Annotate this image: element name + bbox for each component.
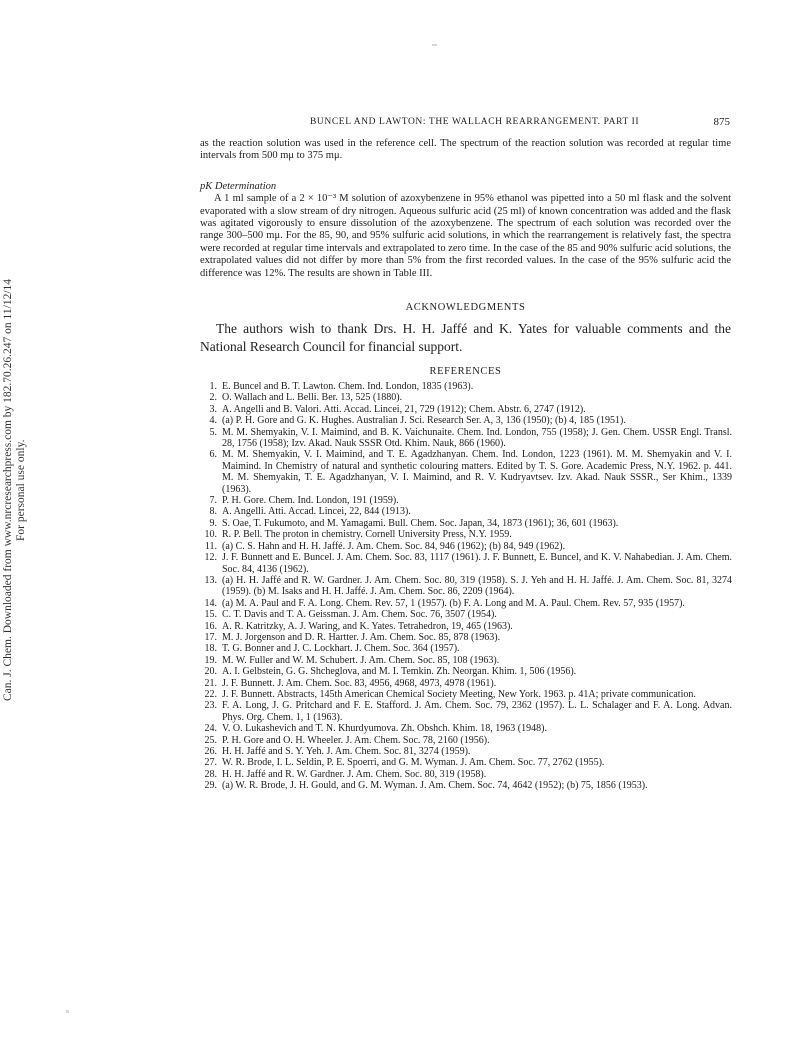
reference-item [200, 769, 732, 780]
reference-text: (a) M. A. Paul and F. A. Long. Chem. Rev. 57, 1 (1957). (b) F. A. Long and M. A. Paul. Chem. Rev. 57, 935 (1957). [222, 597, 685, 609]
reference-number: 22. [204, 688, 217, 700]
reference-number: 27. [204, 757, 217, 769]
running-title: BUNCEL AND LAWTON: THE WALLACH REARRANGEMENT. PART II [310, 117, 640, 127]
reference-text: (a) H. H. Jaffé and R. W. Gardner. J. Am. Chem. Soc. 80, 319 (1958). S. J. Yeh and H. H. Jaffé. J. Am. Chem. Soc. 81, 3274 (1959). (b) M. Isaks and H. H. Jaffé. J. Am. Chem. Soc. 86, 2209 (1964). [222, 574, 732, 598]
reference-item [200, 404, 732, 415]
reference-number: 19. [204, 654, 217, 666]
scan-speck [66, 1010, 69, 1013]
reference-text: W. R. Brode, I. L. Seldin, P. E. Spoerri, and G. M. Wyman. J. Am. Chem. Soc. 77, 2762 (1955). [222, 757, 605, 769]
reference-text: P. H. Gore. Chem. Ind. London, 191 (1959). [222, 495, 399, 507]
reference-item [200, 643, 732, 654]
reference-item [200, 678, 732, 689]
reference-number: 28. [204, 768, 217, 780]
reference-text: (a) W. R. Brode, J. H. Gould, and G. M. Wyman. J. Am. Chem. Soc. 74, 4642 (1952); (b) 75, 1856 (1953). [222, 780, 648, 792]
reference-number: 23. [204, 700, 217, 712]
reference-number: 13. [204, 574, 217, 586]
reference-text: A. Angelli and B. Valori. Atti. Accad. Lincei, 21, 729 (1912); Chem. Abstr. 6, 2747 (1912). [222, 403, 586, 415]
reference-item [200, 757, 732, 768]
reference-item [200, 506, 732, 517]
acknowledgments-heading: ACKNOWLEDGMENTS [405, 302, 526, 313]
reference-number: 3. [209, 403, 217, 415]
watermark-line-2: For personal use only. [15, 439, 27, 541]
reference-text: P. H. Gore and O. H. Wheeler. J. Am. Chem. Soc. 78, 2160 (1956). [222, 734, 490, 746]
reference-item [200, 518, 732, 529]
reference-text: R. P. Bell. The proton in chemistry. Cornell University Press, N.Y. 1959. [222, 529, 512, 541]
reference-text: O. Wallach and L. Belli. Ber. 13, 525 (1880). [222, 392, 403, 404]
reference-number: 4. [209, 415, 217, 427]
reference-number: 12. [204, 552, 217, 564]
reference-number: 29. [204, 780, 217, 792]
watermark-line-1: Can. J. Chem. Downloaded from www.nrcresearchpress.com by 182.70.26.247 on 11/12/14 [2, 279, 14, 702]
reference-item [200, 529, 732, 540]
reference-number: 2. [209, 392, 217, 404]
reference-item [200, 780, 732, 791]
reference-item [200, 392, 732, 403]
reference-text: M. M. Shemyakin, V. I. Maimind, and T. E. Agadzhanyan. Chem. Ind. London, 1223 (1961). M. M. Shemyakin and V. I. Maimind. In Chemistry of natural and synthetic colouring matters. Edited by T. S. Gore. Academic Press, N.Y. 1962. p. 441. M. M. Shemyakin, T. E. Agadzhanyan, V. I. Maimind, and R. V. Kudryavtsev. Izv. Akad. Nauk SSSR., Ser Khim., 1339 (1963). [222, 449, 732, 495]
reference-number: 5. [209, 426, 217, 438]
reference-item [200, 621, 732, 632]
reference-text: A. Angelli. Atti. Accad. Lincei, 22, 844 (1913). [222, 506, 411, 518]
reference-item [200, 746, 732, 757]
reference-number: 25. [204, 734, 217, 746]
reference-item [200, 632, 732, 643]
reference-text: A. I. Gelbstein, G. G. Shcheglova, and M. I. Temkin. Zh. Neorgan. Khim. 1, 506 (1956). [222, 666, 577, 678]
reference-item [200, 495, 732, 506]
references-heading: REFERENCES [429, 366, 502, 377]
reference-number: 6. [209, 449, 217, 461]
reference-text: A. R. Katritzky, A. J. Waring, and K. Yates. Tetrahedron, 19, 465 (1963). [222, 620, 513, 632]
reference-number: 7. [209, 495, 217, 507]
reference-item [200, 609, 732, 620]
reference-number: 11. [204, 540, 217, 552]
reference-item [200, 427, 732, 450]
reference-text: H. H. Jaffé and R. W. Gardner. J. Am. Chem. Soc. 80, 319 (1958). [222, 768, 487, 780]
reference-item [200, 381, 732, 392]
reference-item [200, 723, 732, 734]
section-heading-pk: pK Determination [200, 180, 277, 192]
reference-text: M. M. Shemyakin, V. I. Maimind, and B. K. Vaichunaite. Chem. Ind. London, 755 (1958); J. Gen. Chem. USSR Engl. Transl. 28, 1756 (1958); Izv. Akad. Nauk SSSR Otd. Khim. Nauk, 866 (1960). [222, 426, 732, 450]
reference-text: E. Buncel and B. T. Lawton. Chem. Ind. London, 1835 (1963). [222, 381, 474, 392]
reference-number: 8. [209, 506, 217, 518]
reference-text: M. W. Fuller and W. M. Schubert. J. Am. Chem. Soc. 85, 108 (1963). [222, 654, 500, 666]
download-watermark [2, 140, 28, 840]
pk-paragraph: A 1 ml sample of a 2 × 10⁻³ M solution of azoxybenzene in 95% ethanol was pipetted into a 50 ml flask and the solvent evaporated with a slow stream of dry nitrogen. Aqueous sulfuric acid (25 ml) of known concentration was added and the flask was agitated vigorously to ensure dissolution of the azoxybenzene. The spectrum of each solution was recorded over the range 300–500 mμ. For the 85, 90, and 95% sulfuric acid solutions, in which the rearrangement is relatively fast, the spectra were recorded at regular time intervals and extrapolated to zero time. In the case of the 85 and 90% sulfuric acid solutions, the extrapolated values did not differ by more than 5% from the first recorded values. In the case of the 95% sulfuric acid the difference was 12%. The results are shown in Table III. [200, 193, 731, 279]
scan-speck [432, 44, 437, 46]
reference-item [200, 735, 732, 746]
reference-item [200, 449, 732, 495]
reference-number: 17. [204, 631, 217, 643]
reference-item [200, 575, 732, 598]
reference-list [200, 381, 732, 792]
reference-text: T. G. Bonner and J. C. Lockhart. J. Chem. Soc. 364 (1957). [222, 643, 460, 655]
reference-item [200, 541, 732, 552]
reference-number: 20. [204, 666, 217, 678]
reference-text: J. F. Bunnett. J. Am. Chem. Soc. 83, 4956, 4968, 4973, 4978 (1961). [222, 677, 497, 689]
reference-item [200, 700, 732, 723]
reference-text: (a) P. H. Gore and G. K. Hughes. Australian J. Sci. Research Ser. A, 3, 136 (1950); (b) 4, 185 (1951). [222, 415, 626, 427]
intro-paragraph: as the reaction solution was used in the reference cell. The spectrum of the reaction solution was recorded at regular time intervals from 500 mμ to 375 mμ. [200, 138, 731, 162]
reference-item [200, 666, 732, 677]
reference-item [200, 655, 732, 666]
page-number: 875 [713, 116, 730, 128]
reference-number: 26. [204, 746, 217, 757]
acknowledgments-text: The authors wish to thank Drs. H. H. Jaffé and K. Yates for valuable comments and the National Research Council for financial support. [200, 321, 731, 354]
reference-item [200, 552, 732, 575]
reference-number: 14. [204, 597, 217, 609]
reference-number: 1. [209, 381, 217, 392]
reference-text: S. Oae, T. Fukumoto, and M. Yamagami. Bull. Chem. Soc. Japan, 34, 1873 (1961); 36, 601 (1963). [222, 517, 619, 529]
reference-text: J. F. Bunnett. Abstracts, 145th American Chemical Society Meeting, New York. 1963. p. 41A; private communication. [222, 688, 696, 700]
reference-text: M. J. Jorgenson and D. R. Hartter. J. Am. Chem. Soc. 85, 878 (1963). [222, 631, 501, 643]
reference-text: (a) C. S. Hahn and H. H. Jaffé. J. Am. Chem. Soc. 84, 946 (1962); (b) 84, 949 (1962). [222, 540, 566, 552]
reference-number: 10. [204, 529, 217, 541]
reference-item [200, 415, 732, 426]
reference-item [200, 689, 732, 700]
reference-text: C. T. Davis and T. A. Geissman. J. Am. Chem. Soc. 76, 3507 (1954). [222, 609, 497, 621]
reference-number: 9. [209, 517, 217, 529]
reference-number: 16. [204, 620, 217, 632]
reference-number: 21. [204, 677, 217, 689]
methods-text [200, 138, 731, 280]
reference-number: 24. [204, 723, 217, 735]
reference-text: J. F. Bunnett and E. Buncel. J. Am. Chem. Soc. 83, 1117 (1961). J. F. Bunnett, E. Buncel, and K. V. Nahabedian. J. Am. Chem. Soc. 84, 4136 (1962). [222, 552, 732, 575]
reference-number: 15. [204, 609, 217, 621]
reference-item [200, 598, 732, 609]
reference-text: F. A. Long, J. G. Pritchard and F. E. Stafford. J. Am. Chem. Soc. 79, 2362 (1957). L. L. Schalager and F. A. Long. Advan. Phys. Org. Chem. 1, 1 (1963). [222, 700, 732, 723]
reference-text: V. O. Lukashevich and T. N. Khurdyumova. Zh. Obshch. Khim. 18, 1963 (1948). [222, 723, 547, 735]
reference-text: H. H. Jaffé and S. Y. Yeh. J. Am. Chem. Soc. 81, 3274 (1959). [222, 746, 471, 757]
reference-number: 18. [204, 643, 217, 655]
